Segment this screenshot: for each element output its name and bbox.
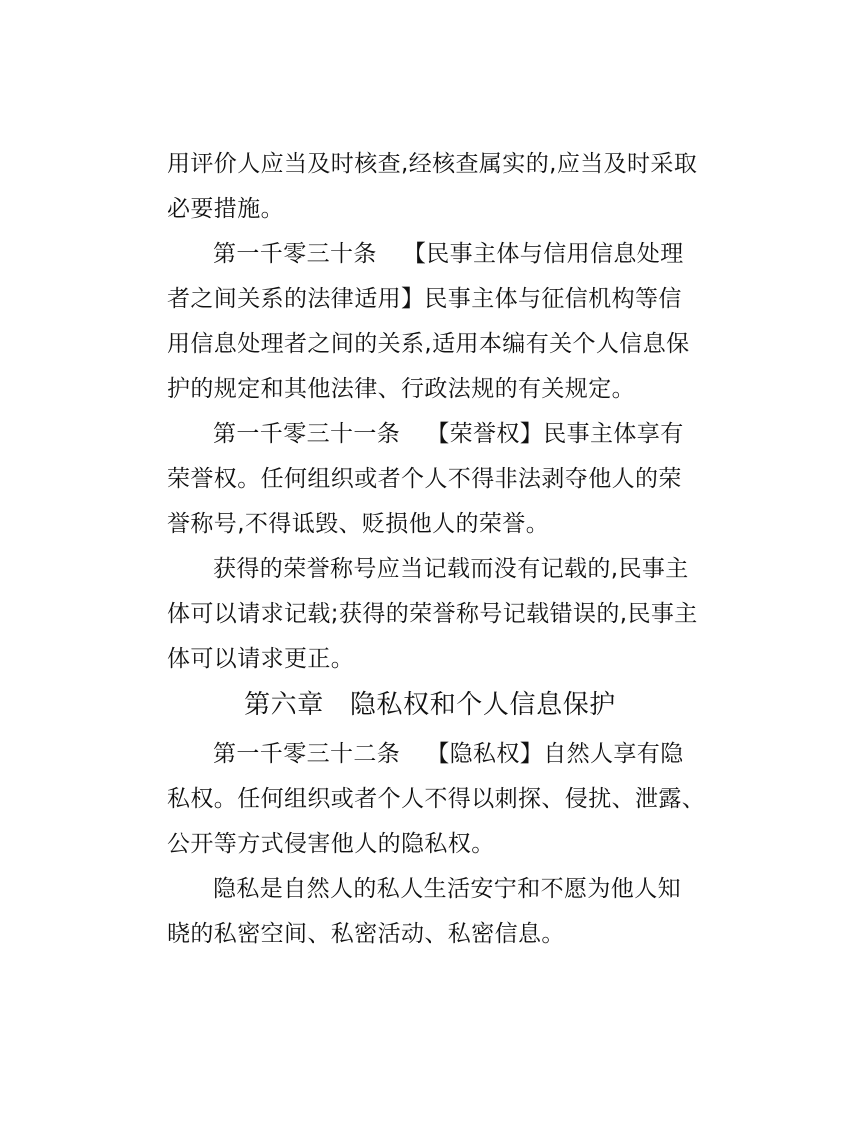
article-number: 第一千零三十条	[213, 241, 377, 267]
chapter-title: 隐私权和个人信息保护	[349, 690, 616, 720]
text-line: 私权。任何组织或者个人不得以刺探、侵扰、泄露、	[167, 786, 706, 812]
text-line: 荣誉权。任何组织或者个人不得非法剥夺他人的荣	[167, 466, 682, 492]
text-line: 隐私是自然人的私人生活安宁和不愿为他人知	[213, 876, 681, 902]
text-line: 晓的私密空间、私密活动、私密信息。	[167, 921, 565, 947]
text-line: 公开等方式侵害他人的隐私权。	[167, 831, 495, 857]
text-line: 誉称号,不得诋毁、贬损他人的荣誉。	[167, 511, 550, 537]
text-line: 体可以请求记载;获得的荣誉称号记载错误的,民事主	[167, 601, 698, 627]
chapter-heading	[0, 688, 860, 722]
article-number: 第一千零三十二条	[213, 741, 401, 767]
article-title: 【荣誉权】民事主体享有	[426, 421, 684, 447]
text-line: 护的规定和其他法律、行政法规的有关规定。	[167, 376, 635, 402]
article-number: 第一千零三十一条	[213, 421, 401, 447]
chapter-number: 第六章	[244, 690, 324, 720]
text-line: 必要措施。	[167, 196, 284, 222]
article-1032-first-line	[213, 739, 684, 769]
article-title: 【隐私权】自然人享有隐	[426, 741, 684, 767]
article-1031-first-line	[213, 419, 684, 449]
article-title: 【民事主体与信用信息处理	[402, 241, 684, 267]
text-line: 用信息处理者之间的关系,适用本编有关个人信息保	[167, 331, 690, 357]
text-line: 用评价人应当及时核查,经核查属实的,应当及时采取	[167, 151, 698, 177]
text-line: 者之间关系的法律适用】民事主体与征信机构等信	[167, 286, 682, 312]
article-1030-first-line	[213, 239, 684, 269]
text-line: 获得的荣誉称号应当记载而没有记载的,民事主	[213, 556, 689, 582]
text-line: 体可以请求更正。	[167, 646, 355, 672]
